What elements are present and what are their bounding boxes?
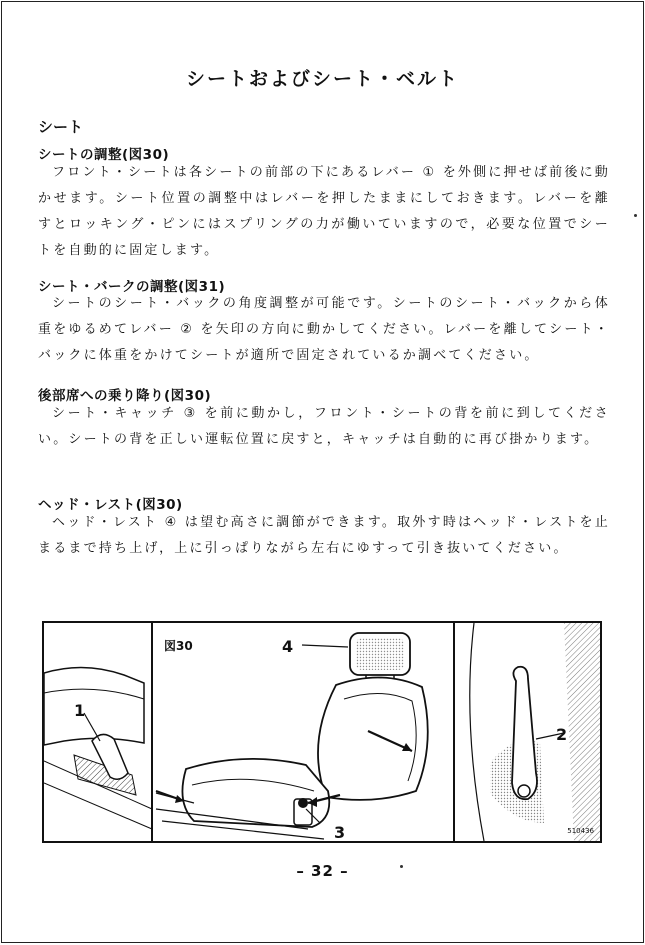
callout-1: 1 (74, 701, 86, 720)
lever-2-detail (470, 623, 600, 841)
paragraph-rear-access: シート・キャッチ ③ を前に動かし，フロント・シートの背を前に到してください。シートの背を正しい運転位置に戻すと，キャッチは自動的に再び掛かります。 (38, 406, 610, 447)
front-seat-drawing (156, 633, 428, 839)
callout-4: 4 (282, 637, 294, 656)
scan-speck (400, 865, 403, 868)
callout-3: 3 (334, 823, 346, 842)
paragraph-seatback-adjustment: シートのシート・バックの角度調整が可能です。シートのシート・バックから体重をゆるめてレバー ② を矢印の方向に動かしてください。レバーを離してシート・バックに体重をかけてシートが適所で固定されているか調べてください。 (38, 296, 610, 363)
subsection-heading-seat-adjustment: シートの調整(図30) (38, 147, 170, 163)
subsection-heading-seatback-adjustment: シート・バークの調整(図31) (38, 279, 226, 295)
paragraph-seat-adjustment: フロント・シートは各シートの前部の下にあるレバー ① を外側に押せば前後に動かせます。シート位置の調整中はレバーを押したままにしておきます。レバーを離すとロッキング・ピンにはスプリングの力が働いていますので，必要な位置でシートを自動的に固定します。 (38, 165, 610, 258)
paragraph-head-rest: ヘッド・レスト ④ は望む高さに調節ができます。取外す時はヘッド・レストを止まるまで持ち上げ，上に引っぱりながら左右にゆすって引き抜いてください。 (38, 515, 610, 556)
figure-code: 510436 (567, 827, 594, 835)
figure-seat-illustration (42, 621, 602, 843)
subsection-heading-rear-access: 後部席への乗り降り(図30) (38, 388, 212, 404)
callout-2: 2 (556, 725, 568, 744)
lever-1-detail (44, 667, 152, 829)
seat-illustration (44, 623, 600, 841)
section-heading: シート (38, 118, 84, 136)
manual-page (1, 1, 644, 943)
scan-speck (634, 214, 637, 217)
subsection-heading-head-rest: ヘッド・レスト(図30) (38, 497, 183, 513)
page-title: シートおよびシート・ベルト (185, 68, 459, 90)
figure-label: 図30 (164, 639, 193, 653)
page-number: – 32 – (296, 862, 349, 880)
